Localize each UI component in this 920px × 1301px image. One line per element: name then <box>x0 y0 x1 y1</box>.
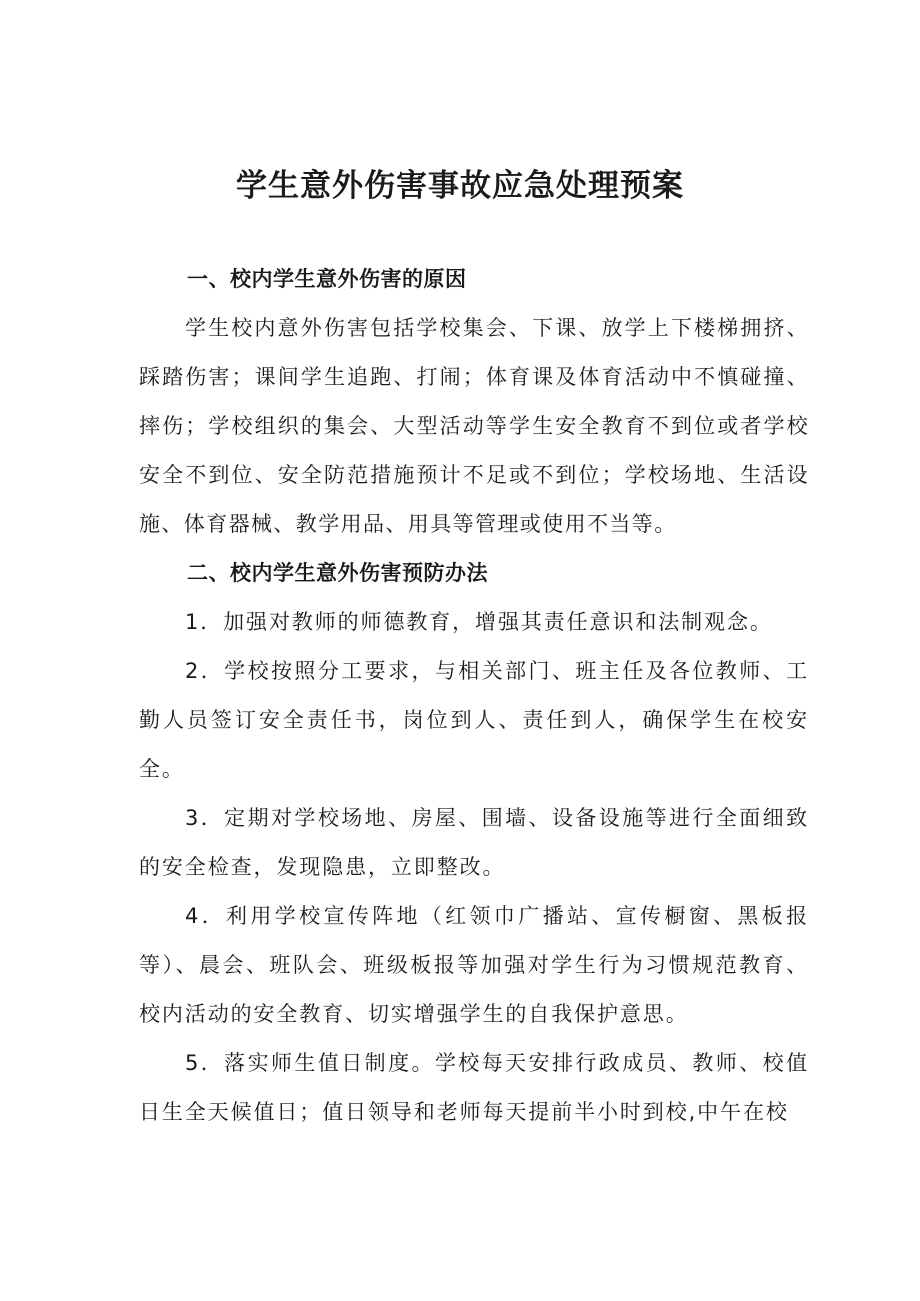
section-heading-prevention: 二、校内学生意外伤害预防办法 <box>187 561 488 585</box>
prevention-item-1: 1．加强对教师的师德教育，增强其责任意识和法制观念。 <box>185 610 773 634</box>
document-body <box>139 255 809 1137</box>
prevention-item-5: 5．落实师生值日制度。学校每天安排行政成员、教师、校值日生全天候值日；值日领导和老师每天提前半小时到校,中午在校 <box>139 1051 809 1124</box>
prevention-item-3: 3．定期对学校场地、房屋、围墙、设备设施等进行全面细致的安全检查，发现隐患，立即整改。 <box>139 806 809 879</box>
prevention-item-2: 2．学校按照分工要求，与相关部门、班主任及各位教师、工勤人员签订安全责任书，岗位到人、责任到人，确保学生在校安全。 <box>139 659 809 781</box>
document-title: 学生意外伤害事故应急处理预案 <box>236 168 684 204</box>
section-heading-causes: 一、校内学生意外伤害的原因 <box>187 267 467 291</box>
causes-paragraph: 学生校内意外伤害包括学校集会、下课、放学上下楼梯拥挤、踩踏伤害；课间学生追跑、打闹；体育课及体育活动中不慎碰撞、摔伤；学校组织的集会、大型活动等学生安全教育不到位或者学校安全不到位、安全防范措施预计不足或不到位；学校场地、生活设施、体育器械、教学用品、用具等管理或使用不当等。 <box>139 316 809 536</box>
prevention-item-4: 4．利用学校宣传阵地（红领巾广播站、宣传橱窗、黑板报等）、晨会、班队会、班级板报等加强对学生行为习惯规范教育、校内活动的安全教育、切实增强学生的自我保护意思。 <box>139 904 809 1026</box>
